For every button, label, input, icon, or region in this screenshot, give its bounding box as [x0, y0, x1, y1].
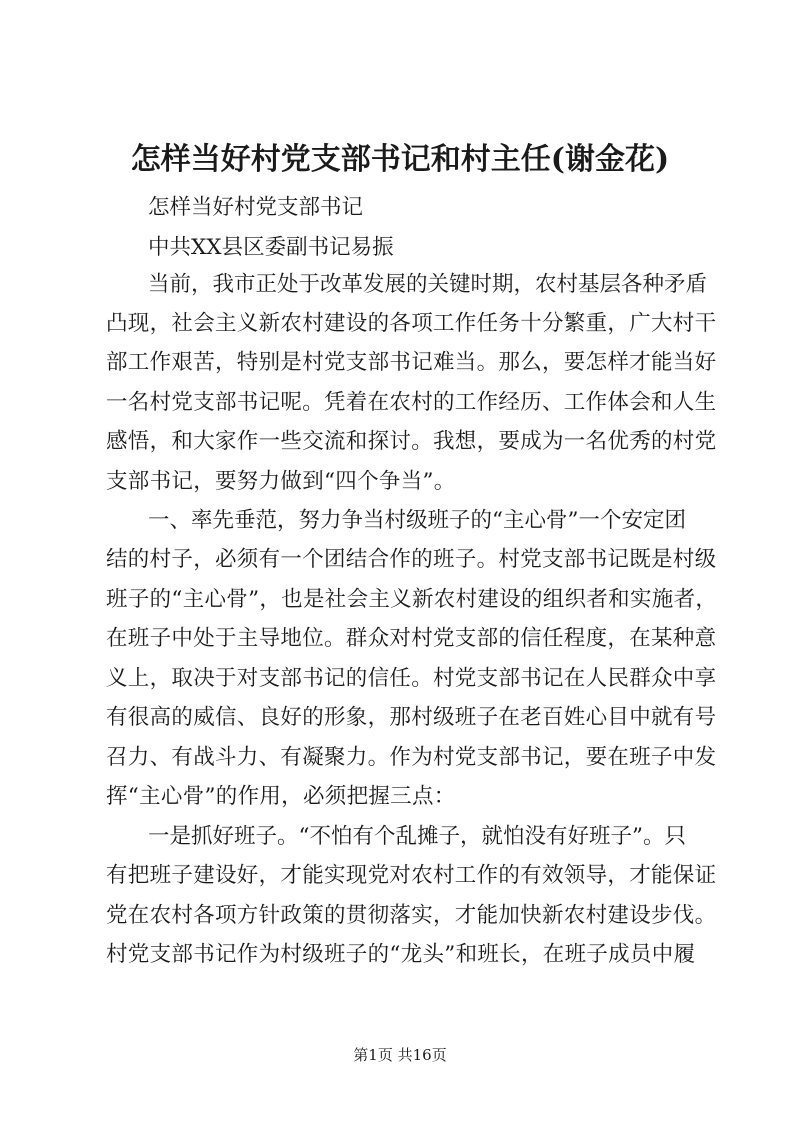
body-line: 挥“主心骨”的作用，必须把握三点：	[106, 784, 456, 809]
body-line: 一名村党支部书记呢。凭着在农村的工作经历、工作体会和人生	[106, 390, 717, 415]
body-line: 支部书记，要努力做到“四个争当”。	[106, 469, 456, 494]
page-footer: 第1页 共16页	[353, 1046, 447, 1064]
body-line: 凸现，社会主义新农村建设的各项工作任务十分繁重，广大村干	[106, 311, 717, 336]
body-line: 一是抓好班子。“不怕有个乱摊子，就怕没有好班子”。只	[148, 824, 686, 849]
body-line: 班子的“主心骨”，也是社会主义新农村建设的组织者和实施者，	[106, 587, 718, 612]
document-title: 怎样当好村党支部书记和村主任(谢金花)	[130, 142, 670, 177]
body-line: 有把班子建设好，才能实现党对农村工作的有效领导，才能保证	[106, 863, 717, 888]
body-line: 结的村子，必须有一个团结合作的班子。村党支部书记既是村级	[106, 547, 717, 572]
body-line: 召力、有战斗力、有凝聚力。作为村党支部书记，要在班子中发	[106, 745, 717, 770]
body-line: 义上，取决于对支部书记的信任。村党支部书记在人民群众中享	[106, 666, 717, 691]
body-line: 党在农村各项方针政策的贯彻落实，才能加快新农村建设步伐。	[106, 903, 717, 928]
body-line: 村党支部书记作为村级班子的“龙头”和班长，在班子成员中履	[106, 942, 696, 967]
document-author: 中共XX县区委副书记易振	[148, 235, 394, 260]
body-line: 部工作艰苦，特别是村党支部书记难当。那么，要怎样才能当好	[106, 350, 717, 375]
body-line: 当前，我市正处于改革发展的关键时期，农村基层各种矛盾	[148, 272, 708, 297]
body-line: 在班子中处于主导地位。群众对村党支部的信任程度，在某种意	[106, 626, 717, 651]
body-line: 感悟，和大家作一些交流和探讨。我想，要成为一名优秀的村党	[106, 429, 717, 454]
body-line: 一、率先垂范，努力争当村级班子的“主心骨”一个安定团	[148, 508, 686, 533]
document-subtitle: 怎样当好村党支部书记	[148, 195, 364, 220]
body-line: 有很高的威信、良好的形象，那村级班子在老百姓心目中就有号	[106, 705, 717, 730]
